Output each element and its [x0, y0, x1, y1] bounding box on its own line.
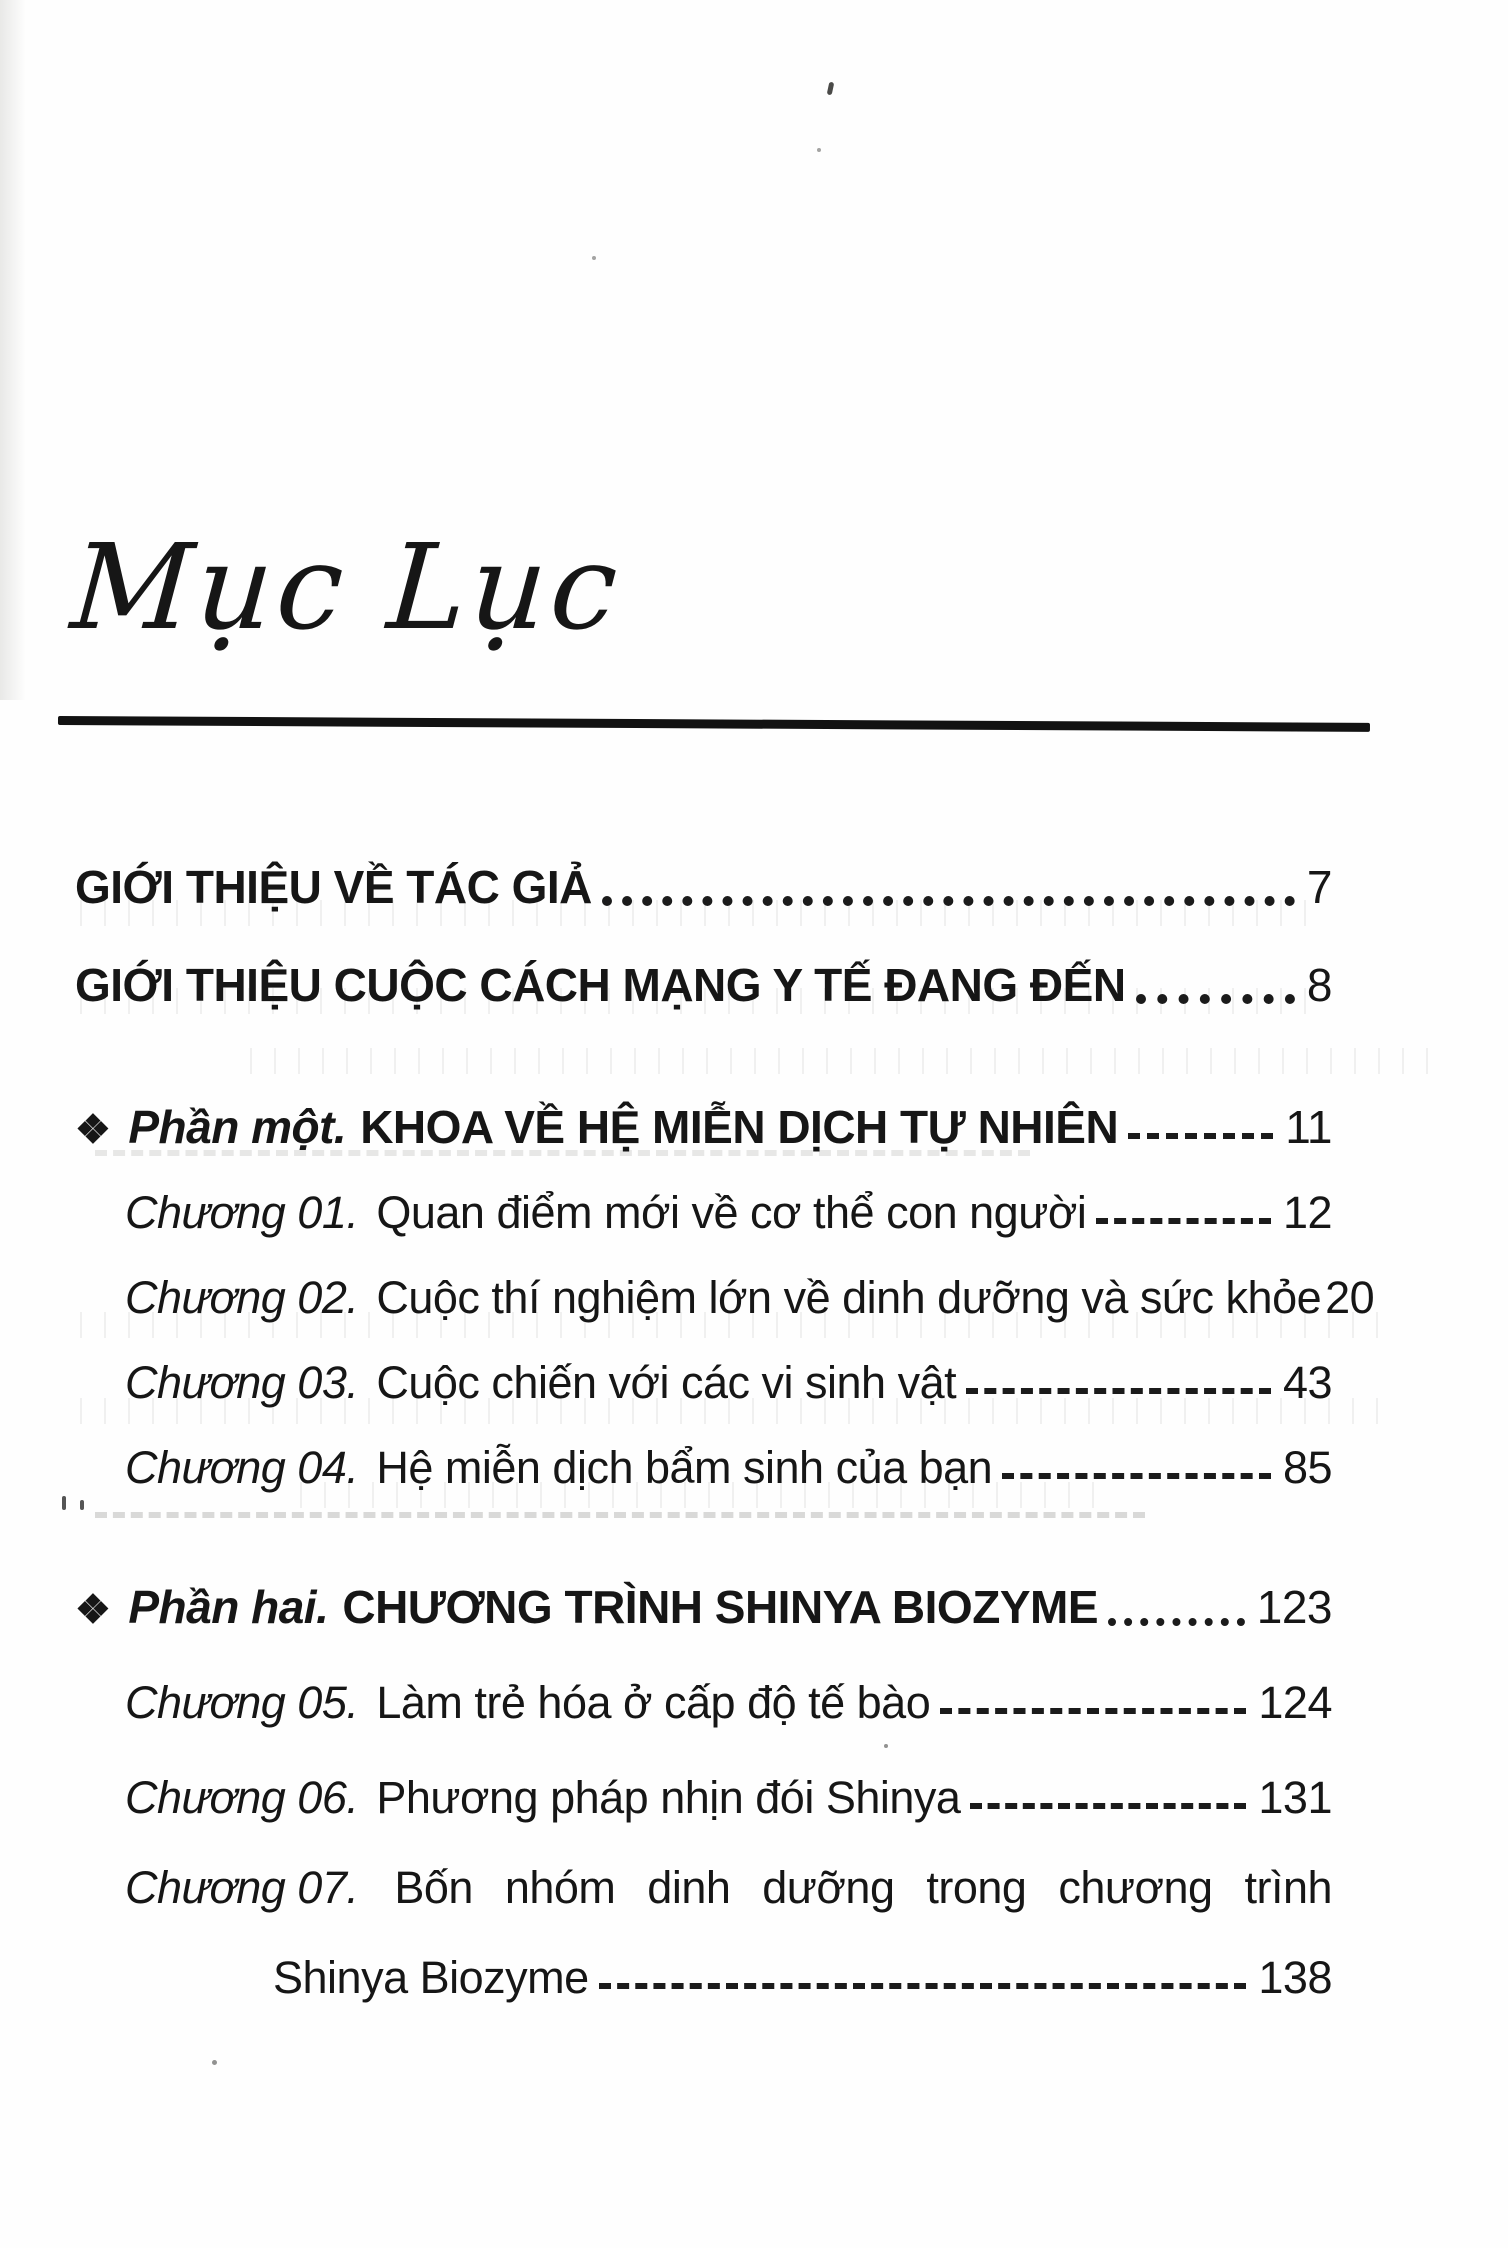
page-number: 7 [1306, 861, 1332, 913]
scan-speck [212, 2060, 217, 2065]
page-number: 131 [1258, 1772, 1332, 1823]
toc-row [75, 845, 1332, 930]
chapter-title: Phương pháp nhịn đói Shinya [376, 1772, 961, 1823]
toc-list [75, 845, 1375, 2020]
scan-speck [62, 1496, 66, 1510]
scan-edge-shadow [0, 0, 26, 700]
page-number: 12 [1282, 1187, 1332, 1238]
page-number: 85 [1282, 1442, 1332, 1493]
chapter-number: Chương 04. [125, 1442, 359, 1493]
toc-row [75, 1170, 1332, 1255]
entry-label: GIỚI THIỆU VỀ TÁC GIẢ [75, 861, 592, 913]
toc-row [75, 1935, 1332, 2020]
toc-row [75, 1565, 1332, 1650]
entry-label: GIỚI THIỆU CUỘC CÁCH MẠNG Y TẾ ĐANG ĐẾN [75, 959, 1126, 1011]
toc-row [75, 1755, 1332, 1840]
word: dinh [647, 1862, 731, 1913]
dash-leader [589, 1935, 1255, 2020]
dash-leader [960, 1755, 1254, 1840]
diamond-bullet-icon: ❖ [75, 1107, 111, 1152]
page-title: Mục Lục [67, 518, 626, 656]
title-divider-rule [58, 716, 1370, 732]
chapter-number: Chương 07. [125, 1862, 359, 1913]
chapter-title: Làm trẻ hóa ở cấp độ tế bào [376, 1677, 931, 1728]
page-number: 11 [1285, 1101, 1332, 1153]
toc-row [75, 943, 1332, 1028]
dash-leader [1086, 1170, 1279, 1255]
page-number: 138 [1258, 1952, 1332, 2003]
toc-row [75, 1340, 1332, 1425]
part-label: Phần một. [128, 1101, 347, 1153]
dot-leader [1098, 1565, 1253, 1650]
word: nhóm [504, 1862, 616, 1913]
chapter-number: Chương 06. [125, 1772, 359, 1823]
dash-leader [930, 1660, 1254, 1745]
scan-speck [827, 82, 835, 96]
chapter-number: Chương 03. [125, 1357, 359, 1408]
chapter-number: Chương 01. [125, 1187, 359, 1238]
page-number: 123 [1256, 1581, 1332, 1633]
word: trình [1244, 1862, 1332, 1913]
page-number: 43 [1282, 1357, 1332, 1408]
page-number: 8 [1306, 959, 1332, 1011]
chapter-title-continued: Shinya Biozyme [273, 1952, 589, 2003]
scan-speck [817, 148, 821, 152]
word: chương [1058, 1862, 1213, 1913]
chapter-title: Quan điểm mới về cơ thể con người [376, 1187, 1087, 1238]
dot-leader [1126, 943, 1303, 1028]
toc-row [75, 1085, 1332, 1170]
chapter-number: Chương 05. [125, 1677, 359, 1728]
scan-speck [592, 256, 596, 260]
part-title: KHOA VỀ HỆ MIỄN DỊCH TỰ NHIÊN [360, 1101, 1119, 1153]
dot-leader [592, 845, 1303, 930]
toc-row [75, 1255, 1375, 1340]
word: dưỡng [762, 1862, 895, 1913]
word: Bốn [394, 1862, 473, 1913]
toc-row [75, 1845, 1332, 1930]
diamond-bullet-icon: ❖ [75, 1587, 111, 1632]
page-number: 20 [1325, 1272, 1375, 1323]
part-label: Phần hai. [128, 1581, 329, 1633]
chapter-number: Chương 02. [125, 1272, 359, 1323]
chapter-title [394, 1845, 1332, 1930]
dash-leader [1118, 1085, 1281, 1170]
chapter-title: Hệ miễn dịch bẩm sinh của bạn [376, 1442, 993, 1493]
chapter-title: Cuộc thí nghiệm lớn về dinh dưỡng và sức khỏe [376, 1272, 1322, 1323]
page-number: 124 [1258, 1677, 1332, 1728]
word: trong [926, 1862, 1027, 1913]
part-title: CHƯƠNG TRÌNH SHINYA BIOZYME [342, 1581, 1098, 1633]
toc-row [75, 1660, 1332, 1745]
chapter-title: Cuộc chiến với các vi sinh vật [376, 1357, 957, 1408]
dash-leader [992, 1425, 1279, 1510]
dash-leader [956, 1340, 1279, 1425]
toc-row [75, 1425, 1332, 1510]
